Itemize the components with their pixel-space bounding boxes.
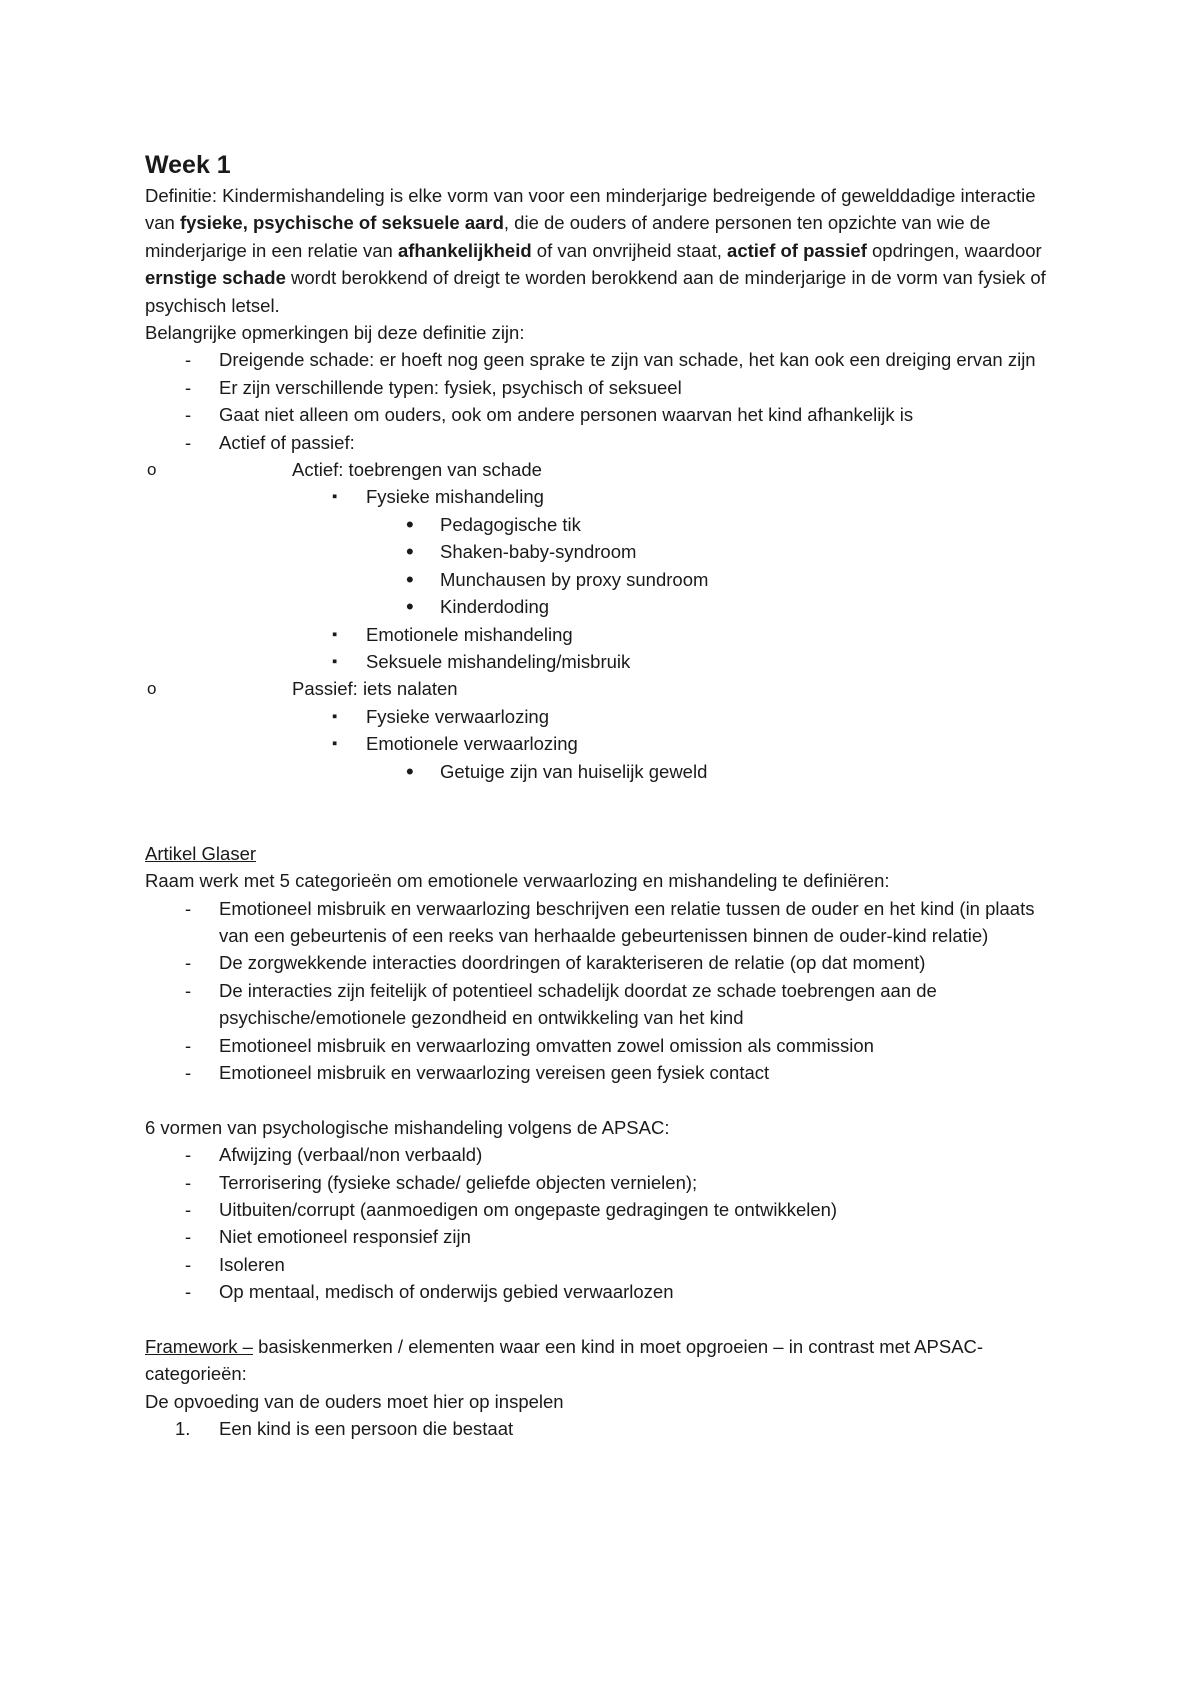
list-item: - Op mentaal, medisch of onderwijs gebied verwaarlozen xyxy=(145,1278,1065,1305)
definition-text-4: opdringen, waardoor xyxy=(866,239,1042,261)
page-title: Week 1 xyxy=(145,151,231,179)
list-item: - Emotioneel misbruik en verwaarlozing omvatten zowel omission als commission xyxy=(145,1032,1065,1059)
passief-sublist xyxy=(292,703,1065,785)
list-item: - Gaat niet alleen om ouders, ook om andere personen waarvan het kind afhankelijk is xyxy=(145,401,1065,428)
list-item: • Pedagogische tik xyxy=(366,511,1065,538)
list-item: - Emotioneel misbruik en verwaarlozing beschrijven een relatie tussen de ouder en het kind (in plaats van een gebeurtenis of een reeks van herhaalde gebeurtenissen binnen de ouder-kind relatie) xyxy=(145,895,1065,950)
actief-passief-list xyxy=(219,456,1065,785)
glaser-list xyxy=(145,895,1065,1087)
list-item: ▪ Emotionele mishandeling xyxy=(292,621,1065,648)
list-item-text: Fysieke mishandeling xyxy=(366,486,544,508)
actief-sublist xyxy=(292,483,1065,675)
list-item xyxy=(219,456,1065,675)
framework-text: basiskenmerken / elementen waar een kind in moet opgroeien – in contrast met APSAC-categorieën: xyxy=(145,1336,984,1385)
definition-text-3: of van onvrijheid staat, xyxy=(531,239,728,261)
definition-text-2: , die de ouders of andere personen ten opzichte van wie de minderjarige in een relatie van xyxy=(145,212,991,261)
list-item: • Munchausen by proxy sundroom xyxy=(366,566,1065,593)
list-item xyxy=(292,483,1065,620)
definition-text-5: wordt berokkend of dreigt te worden berokkend aan de minderjarige in de vorm van fysiek of psychisch letsel. xyxy=(145,267,1046,316)
list-item: - Er zijn verschillende typen: fysiek, psychisch of seksueel xyxy=(145,374,1065,401)
list-item: - Isoleren xyxy=(145,1251,1065,1278)
passief-label: Passief: iets nalaten xyxy=(292,678,458,700)
spacer xyxy=(145,1086,1065,1113)
definition-text-1: Definitie: Kindermishandeling is elke vorm van voor een minderjarige bedreigende of gewelddadige interactie van xyxy=(145,185,1036,234)
apsac-list xyxy=(145,1141,1065,1305)
list-item xyxy=(219,675,1065,785)
framework-heading: Framework – xyxy=(145,1336,253,1358)
list-item: - Uitbuiten/corrupt (aanmoedigen om ongepaste gedragingen te ontwikkelen) xyxy=(145,1196,1065,1223)
list-item-text: Actief of passief: xyxy=(219,431,355,453)
spacer xyxy=(145,785,1065,840)
list-item xyxy=(145,429,1065,785)
definition-bold-4: ernstige schade xyxy=(145,267,286,289)
list-item: - Dreigende schade: er hoeft nog geen sprake te zijn van schade, het kan ook een dreiging ervan zijn xyxy=(145,346,1065,373)
definition-bold-1: fysieke, psychische of seksuele aard xyxy=(179,212,504,234)
framework-line2: De opvoeding van de ouders moet hier op inspelen xyxy=(145,1390,564,1412)
list-item: - Afwijzing (verbaal/non verbaald) xyxy=(145,1141,1065,1168)
list-item: - Niet emotioneel responsief zijn xyxy=(145,1223,1065,1250)
definition-bold-2: afhankelijkheid xyxy=(397,239,532,261)
list-item: - Terrorisering (fysieke schade/ geliefde objecten vernielen); xyxy=(145,1169,1065,1196)
list-item-text: Emotionele verwaarlozing xyxy=(366,733,578,755)
list-item xyxy=(292,730,1065,785)
apsac-intro: 6 vormen van psychologische mishandeling volgens de APSAC: xyxy=(145,1116,670,1138)
glaser-intro: Raam werk met 5 categorieën om emotionele verwaarlozing en mishandeling te definiëren: xyxy=(145,870,890,892)
spacer xyxy=(145,1306,1065,1333)
framework-paragraph xyxy=(145,1333,1065,1388)
definition-paragraph xyxy=(145,182,1065,319)
framework-list xyxy=(145,1415,1065,1442)
definition-bold-3: actief of passief xyxy=(727,239,867,261)
list-item: - Emotioneel misbruik en verwaarlozing vereisen geen fysiek contact xyxy=(145,1059,1065,1086)
list-item: - De zorgwekkende interacties doordringen of karakteriseren de relatie (op dat moment) xyxy=(145,949,1065,976)
fysiek-sublist xyxy=(366,511,1065,621)
list-item: - De interacties zijn feitelijk of potentieel schadelijk doordat ze schade toebrengen aan de psychische/emotionele gezondheid en ontwikkeling van het kind xyxy=(145,977,1065,1032)
list-item: • Getuige zijn van huiselijk geweld xyxy=(366,758,1065,785)
glaser-heading: Artikel Glaser xyxy=(145,842,257,864)
list-item xyxy=(145,1415,1065,1442)
list-number: 1. xyxy=(175,1418,191,1440)
actief-label: Actief: toebrengen van schade xyxy=(292,459,542,481)
emotioneel-sublist xyxy=(366,758,1065,785)
list-item: • Shaken-baby-syndroom xyxy=(366,538,1065,565)
list-item: • Kinderdoding xyxy=(366,593,1065,620)
remarks-intro: Belangrijke opmerkingen bij deze definitie zijn: xyxy=(145,322,525,344)
list-item: ▪ Fysieke verwaarlozing xyxy=(292,703,1065,730)
list-item: ▪ Seksuele mishandeling/misbruik xyxy=(292,648,1065,675)
document-page xyxy=(145,148,1065,1443)
remarks-list xyxy=(145,346,1065,785)
list-item-text: Een kind is een persoon die bestaat xyxy=(219,1418,514,1440)
